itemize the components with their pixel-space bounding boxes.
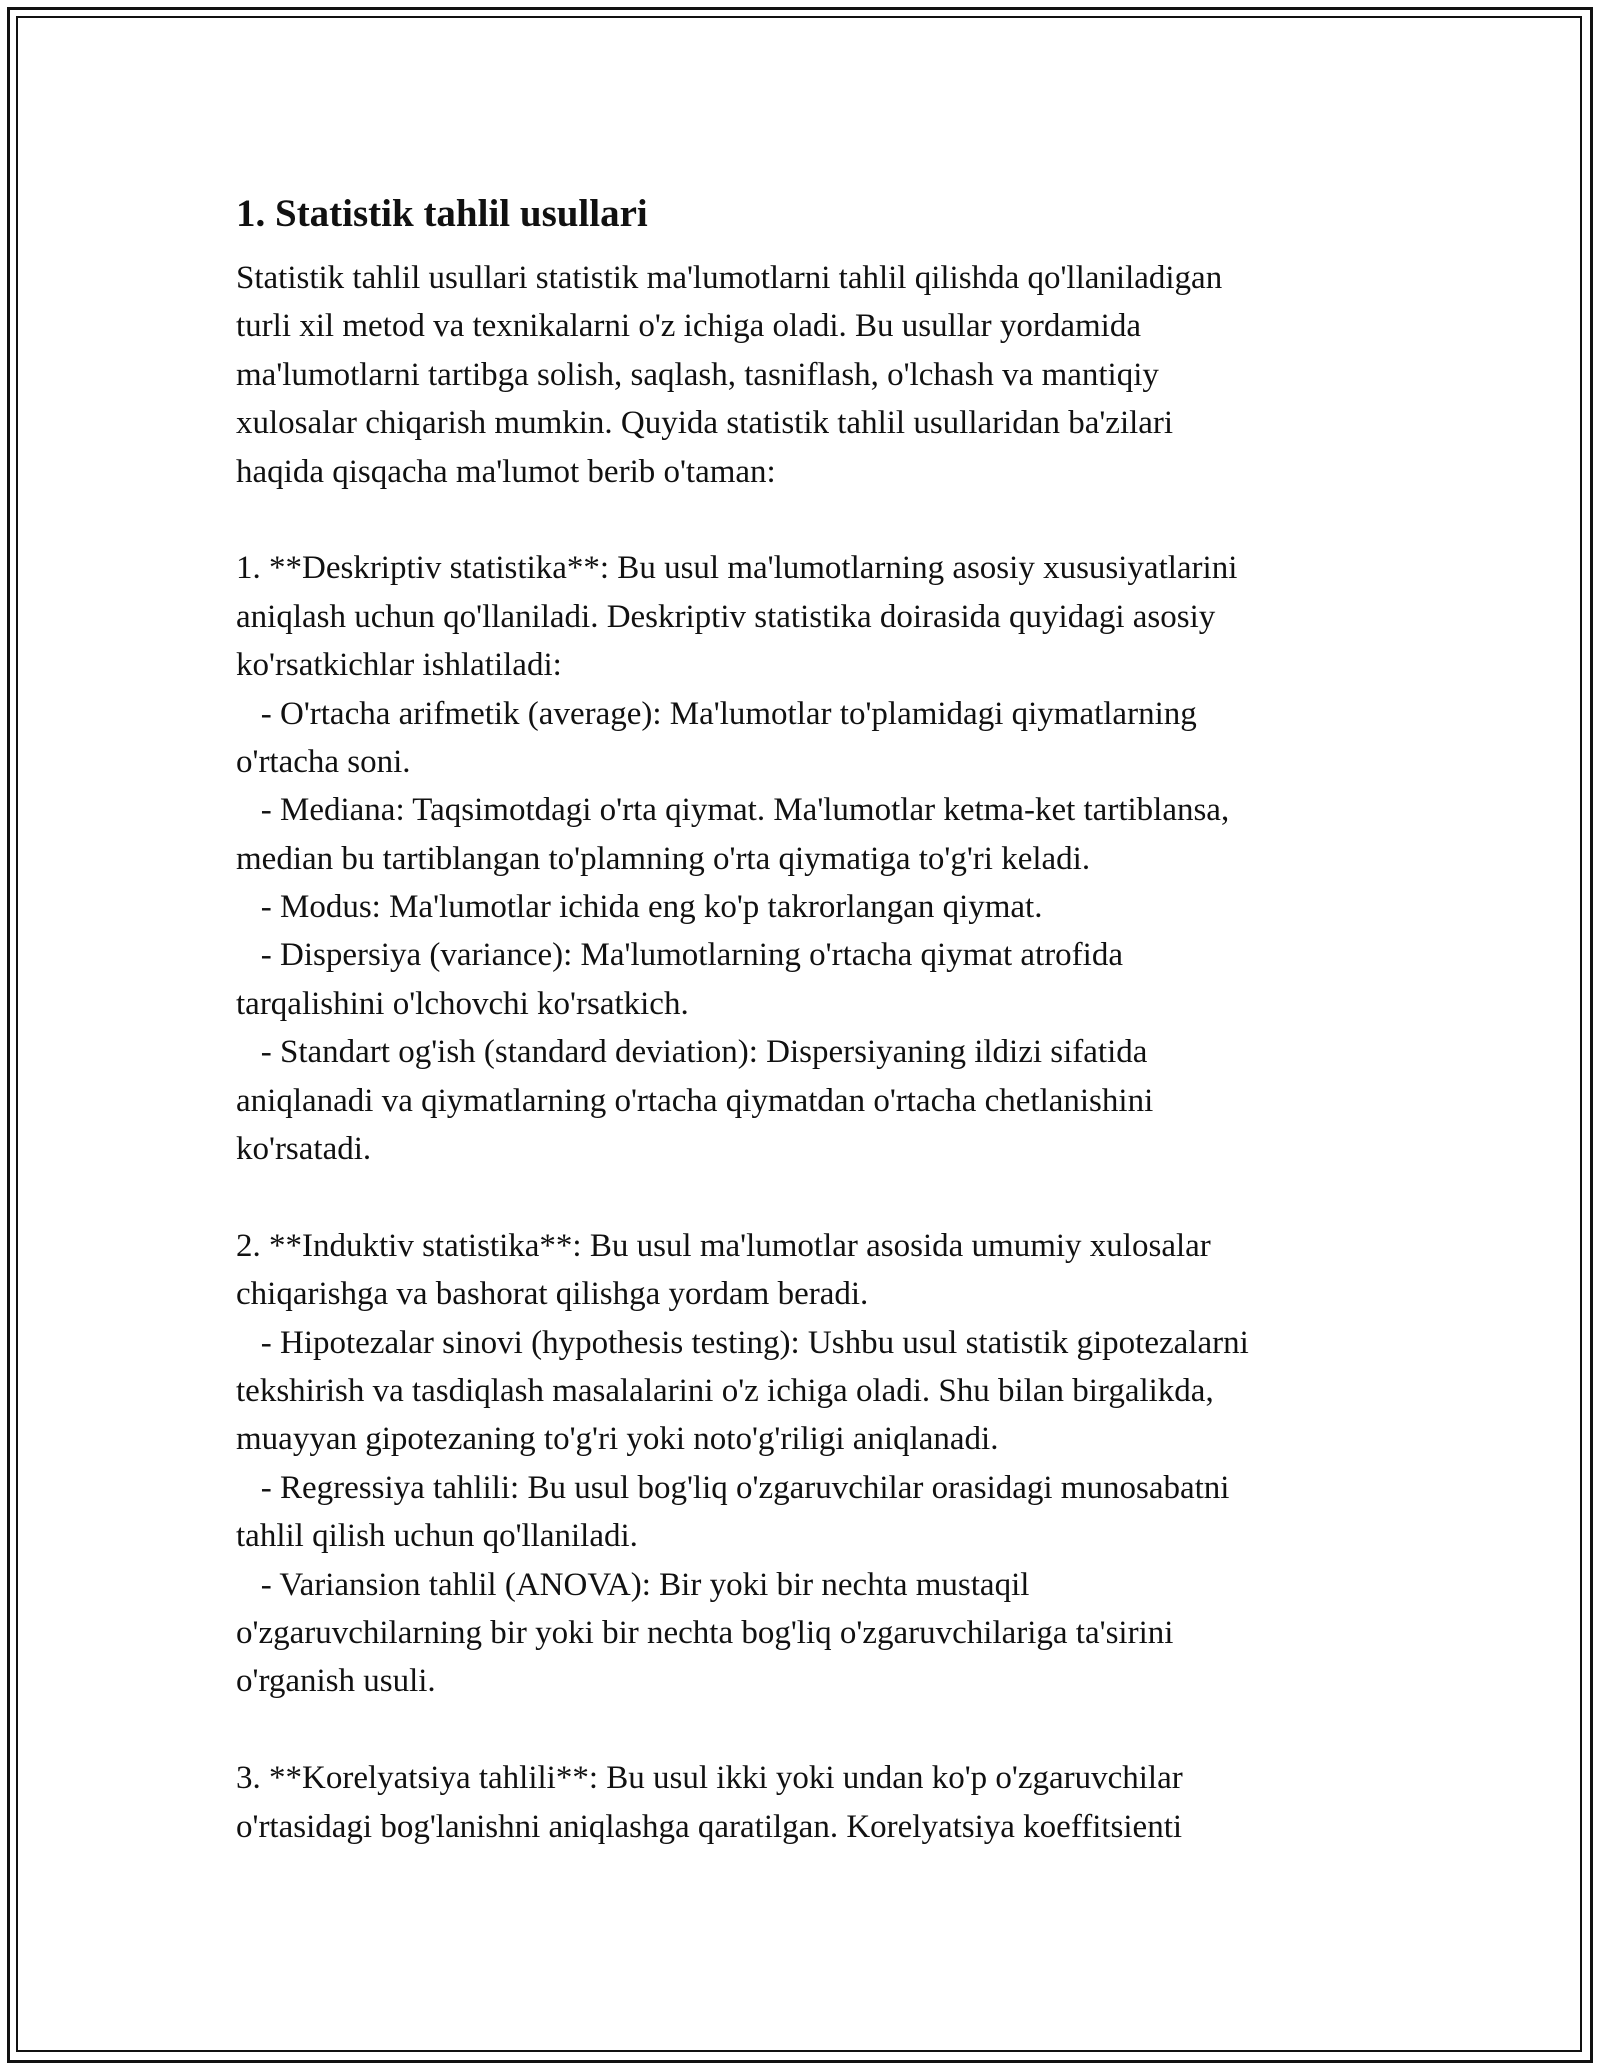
text-line: 2. **Induktiv statistika**: Bu usul ma'lumotlar asosida umumiy xulosalar — [236, 1227, 1211, 1264]
blank-line — [236, 1173, 1386, 1221]
text-line: o'rtacha soni. — [236, 743, 411, 780]
text-line: turli xil metod va texnikalarni o'z ichiga oladi. Bu usullar yordamida — [236, 308, 1141, 345]
text-line: aniqlanadi va qiymatlarning o'rtacha qiymatdan o'rtacha chetlanishini — [236, 1082, 1154, 1119]
blank-line — [236, 1706, 1386, 1754]
document-body — [236, 186, 1386, 1851]
blank-line — [236, 496, 1386, 544]
text-line: muayyan gipotezaning to'g'ri yoki noto'g'riligi aniqlanadi. — [236, 1421, 999, 1458]
text-line: aniqlash uchun qo'llaniladi. Deskriptiv statistika doirasida quyidagi asosiy — [236, 598, 1216, 635]
text-line: Statistik tahlil usullari statistik ma'lumotlarni tahlil qilishda qo'llaniladigan — [236, 260, 1223, 296]
text-line: xulosalar chiqarish mumkin. Quyida statistik tahlil usullaridan ba'zilari — [236, 405, 1174, 442]
text-line: tekshirish va tasdiqlash masalalarini o'z ichiga oladi. Shu bilan birgalikda, — [236, 1372, 1214, 1409]
text-line: - Standart og'ish (standard deviation): Dispersiyaning ildizi sifatida — [236, 1034, 1148, 1071]
text-line: 1. **Deskriptiv statistika**: Bu usul ma'lumotlarning asosiy xususiyatlarini — [236, 550, 1238, 587]
text-line: - Mediana: Taqsimotdagi o'rta qiymat. Ma'lumotlar ketma-ket tartiblansa, — [236, 792, 1230, 829]
text-line: ko'rsatadi. — [236, 1131, 372, 1168]
text-line: - Regressiya tahlili: Bu usul bog'liq o'zgaruvchilar orasidagi munosabatni — [236, 1469, 1230, 1506]
text-line: - Dispersiya (variance): Ma'lumotlarning o'rtacha qiymat atrofida — [236, 937, 1123, 974]
text-line: - O'rtacha arifmetik (average): Ma'lumotlar to'plamidagi qiymatlarning — [236, 695, 1197, 732]
text-line: o'rganish usuli. — [236, 1663, 436, 1700]
text-line: ma'lumotlarni tartibga solish, saqlash, tasniflash, o'lchash va mantiqiy — [236, 356, 1159, 393]
text-line: - Modus: Ma'lumotlar ichida eng ko'p takrorlangan qiymat. — [236, 889, 1043, 926]
text-line: median bu tartiblangan to'plamning o'rta qiymatiga to'g'ri keladi. — [236, 840, 1091, 877]
text-line: haqida qisqacha ma'lumot berib o'taman: — [236, 453, 776, 490]
text-line: tahlil qilish uchun qo'llaniladi. — [236, 1518, 638, 1555]
text-line: ko'rsatkichlar ishlatiladi: — [236, 647, 562, 684]
text-line: 3. **Korelyatsiya tahlili**: Bu usul ikki yoki undan ko'p o'zgaruvchilar — [236, 1760, 1183, 1797]
document-title: 1. Statistik tahlil usullari — [236, 192, 648, 235]
text-line: tarqalishini o'lchovchi ko'rsatkich. — [236, 985, 689, 1022]
text-line: o'zgaruvchilarning bir yoki bir nechta bog'liq o'zgaruvchilariga ta'sirini — [236, 1614, 1174, 1651]
document-text — [236, 254, 1386, 1851]
text-line: o'rtasidagi bog'lanishni aniqlashga qaratilgan. Korelyatsiya koeffitsienti — [236, 1808, 1183, 1845]
text-line: chiqarishga va bashorat qilishga yordam beradi. — [236, 1276, 869, 1313]
text-line: - Hipotezalar sinovi (hypothesis testing): Ushbu usul statistik gipotezalarni — [236, 1324, 1249, 1361]
text-line: - Variansion tahlil (ANOVA): Bir yoki bir nechta mustaqil — [236, 1566, 1030, 1603]
